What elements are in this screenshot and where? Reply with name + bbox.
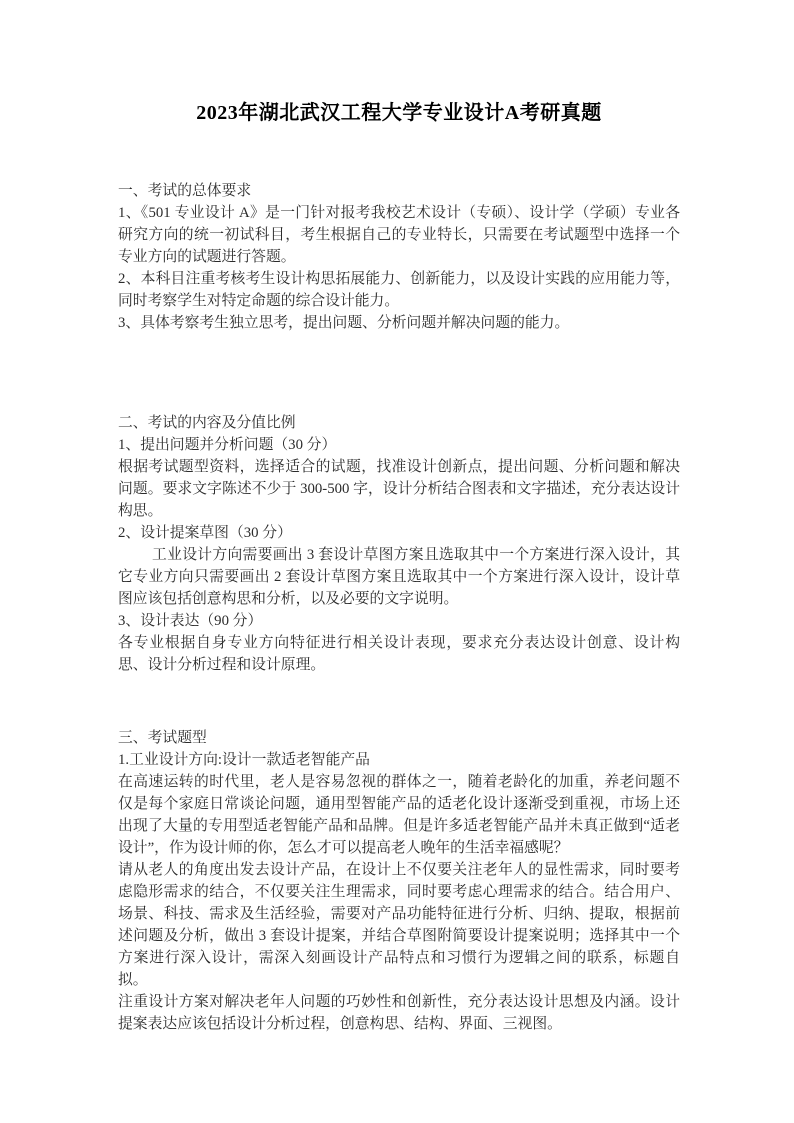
section-heading: 一、考试的总体要求 [118,183,252,199]
section-exam-overall-requirements [118,180,680,334]
paragraph: 各专业根据自身专业方向特征进行相关设计表现，要求充分表达设计创意、设计构思、设计分析过程和设计原理。 [118,635,680,673]
paragraph: 请从老人的角度出发去设计产品，在设计上不仅要关注老年人的显性需求，同时要考虑隐形需求的结合，不仅要关注生理需求，同时要考虑心理需求的结合。结合用户、场景、科技、需求及生活经验，需要对产品功能特征进行分析、归纳、提取，根据前述问题及分析，做出 3 套设计提案，并结合草图附简要设计提案说明；选择其中一个方案进行深入设计，需深入刻画设计产品特点和习惯行为逻辑之间的联系，标题自拟。 [118,862,680,988]
paragraph: 3、具体考察考生独立思考，提出问题、分析问题并解决问题的能力。 [118,315,570,331]
section-heading: 三、考试题型 [118,730,207,746]
paragraph: 工业设计方向需要画出 3 套设计草图方案且选取其中一个方案进行深入设计，其它专业方向只需要画出 2 套设计草图方案且选取其中一个方案进行深入设计，设计草图应该包括创意构思和分析，以及必要的文字说明。 [118,547,680,607]
paragraph: 2、本科目注重考核考生设计构思拓展能力、创新能力，以及设计实践的应用能力等，同时考察学生对特定命题的综合设计能力。 [118,271,680,309]
section-exam-question-types [118,727,680,1035]
paragraph: 根据考试题型资料，选择适合的试题，找准设计创新点，提出问题、分析问题和解决问题。要求文字陈述不少于 300-500 字，设计分析结合图表和文字描述，充分表达设计构思。 [118,459,680,519]
paragraph: 在高速运转的时代里，老人是容易忽视的群体之一，随着老龄化的加重，养老问题不仅是每个家庭日常谈论问题，通用型智能产品的适老化设计逐渐受到重视，市场上还出现了大量的专用型适老智能产品和品牌。但是许多适老智能产品并未真正做到“适老设计”，作为设计师的你，怎么才可以提高老人晚年的生活幸福感呢？ [118,774,680,856]
document-title: 2023年湖北武汉工程大学专业设计A考研真题 [196,102,602,124]
section-heading: 二、考试的内容及分值比例 [118,415,296,431]
paragraph: 3、设计表达（90 分） [118,613,263,629]
paragraph: 2、设计提案草图（30 分） [118,525,292,541]
paragraph: 1、提出问题并分析问题（30 分） [118,437,337,453]
paragraph: 注重设计方案对解决老年人问题的巧妙性和创新性，充分表达设计思想及内涵。设计提案表达应该包括设计分析过程，创意构思、结构、界面、三视图。 [118,994,680,1032]
paragraph: 1.工业设计方向:设计一款适老智能产品 [118,752,370,768]
paragraph: 1、《501 专业设计 A》是一门针对报考我校艺术设计（专硕）、设计学（学硕）专业各研究方向的统一初试科目，考生根据自己的专业特长，只需要在考试题型中选择一个专业方向的试题进行答题。 [118,205,680,265]
section-exam-content-and-score-ratio [118,412,680,676]
